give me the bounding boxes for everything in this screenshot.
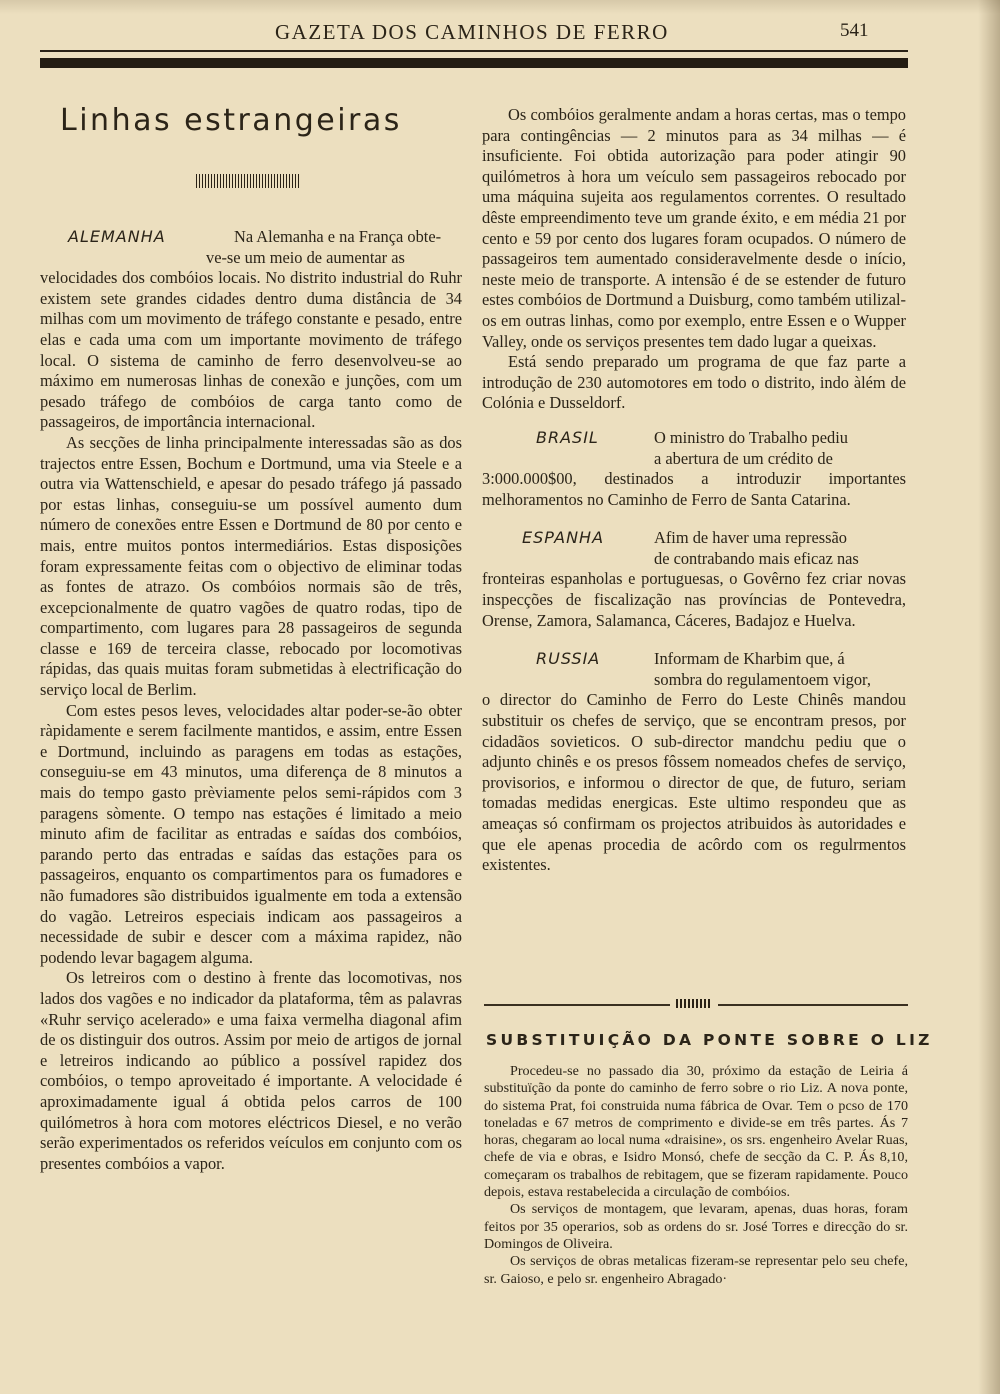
running-header-title: GAZETA DOS CAMINHOS DE FERRO <box>275 20 669 44</box>
section-keyword-russia: RUSSIA <box>536 649 601 669</box>
section-keyword-alemanha: ALEMANHA <box>68 227 166 246</box>
section-keyword-espanha: ESPANHA <box>522 528 605 548</box>
brasil-line-2: a abertura de um crédito de <box>654 448 833 468</box>
second-article-paragraph-3: Os serviços de obras metalicas fizeram-se representar pelo seu chefe, sr. Gaioso, e pelo sr. engenheiro Abragado· <box>484 1253 908 1287</box>
alemanha-paragraph-3: Com estes pesos leves, velocidades altar poder-se-ão obter ràpidamente e serem facilmente mantidos, e assim, entre Essen e Dortmund, incluindo as paragens em todas as estações, conseguiu-se em 43 minutos, uma diferença de 8 minutos a mais do tempo gasto prèviamente pelos semi-rápidos com 3 paragens sòmente. O tempo nas estações é limitado a meio minuto afim de facilitar as entradas e saídas dos combóios, parando perto das entradas e saídas das estações para os passageiros, enquanto os compartimentos para os fumadores e não fumadores são distribuidos igualmente em toda a extensão do vagão. Letreiros especiais indicam aos passageiros a necessidade de subir e descer com a máxima rapidez, não podendo levar bagagem alguma. <box>40 700 462 967</box>
alemanha-paragraph-5: Os combóios geralmente andam a horas certas, mas o tempo para contingências — 2 minutos para as 34 milhas — é insuficiente. Foi obtida autorização para poder atingir 90 quilómetros à hora um veículo sem passageiros rebocado por uma máquina sujeita aos regulamentos correntes. O resultado dêste empreendimento teve um grande éxito, e em média 21 por cento e 59 por cento dos lugares foram ocupados. O número de passageiros tem aumentado consideravelmente desde o início, neste meio de transporte. A intensão é de se estender de futuro estes combóios de Dortmund a Duisburg, como também utilizal-os em outras linhas, como por exemplo, entre Essen e o Wupper Valley, onde os serviços presentes tem dado lugar a queixas. <box>482 105 906 351</box>
header-rule-thick <box>40 58 908 68</box>
brasil-paragraph: 3:000.000$00, destinados a introduzir importantes melhoramentos no Caminho de Ferro de Santa Catarina. <box>482 469 906 509</box>
espanha-first-line <box>482 528 906 549</box>
page-shadow-right <box>978 0 1000 1394</box>
page-number: 541 <box>840 20 869 41</box>
alemanha-first-line <box>40 227 462 248</box>
brasil-first-line <box>482 428 906 449</box>
title-ornament <box>196 174 300 188</box>
alemanha-line-2: ve-se um meio de aumentar as <box>206 247 405 267</box>
espanha-paragraph: fronteiras espanholas e portuguesas, o Govêrno fez criar novas inspecções de fiscalização nas províncias de Pontevedra, Orense, Zamora, Salamanca, Cáceres, Badajoz e Huelva. <box>482 569 906 630</box>
russia-line-2: sombra do regulamentoem vigor, <box>654 669 871 689</box>
right-column <box>482 105 906 876</box>
espanha-line-2: de contrabando mais eficaz nas <box>654 548 859 568</box>
section-keyword-brasil: BRASIL <box>536 427 599 447</box>
second-article-paragraph-1: Procedeu-se no passado dia 30, próximo da estação de Leiria á substituïção da ponte do caminho de ferro sobre o rio Liz. A nova ponte, do sistema Prat, foi construida numa fábrica de Ovar. Tem o pcso de 170 toneladas e 67 metros de comprimento e divide-se em três partes. Ás 7 horas, chegaram ao local numa «draisine», os srs. engenheiro Avelar Ruas, chefe de via e obras, e Isidro Monsó, chefe de secção da C. P. Ás 8,10, começaram os trabalhos de rebitagem, que se fizeram rapidamente. Pouco depois, estava restabelecida a circulação de combóios. <box>484 1063 908 1201</box>
page-shadow-top <box>0 0 1000 14</box>
second-article-body <box>484 1063 908 1288</box>
alemanha-paragraph-1: velocidades dos combóios locais. No distrito industrial do Ruhr existem sete grandes cidades dentro duma distância de 34 milhas com um movimento de tráfego constante e pesado, entre elas e cada uma com um importante movimento de tráfego local. O sistema de caminho de ferro desenvolveu-se ao máximo em numerosas linhas de conexão e junções, com um pesado tráfego de combóios de carga tanto como de passageiros, de importância internacional. <box>40 268 462 432</box>
article-divider-right <box>718 1004 908 1006</box>
alemanha-paragraph-4: Os letreiros com o destino à frente das locomotivas, nos lados dos vagões e no indicador da plataforma, têm as palavras «Ruhr serviço acelerado» e uma faixa vermelha diagonal afim de os distinguir dos outros. Assim por meio de artigos de jornal e letreiros indicando ao público a possível rapidez dos combóios, o tempo aproveitado é importante. A velocidade é aproximadamente igual á obtida pelos carros de 100 quilómetros à hora com motores eléctricos Diesel, e no verão serão experimentados os referidos veículos em conjunto com os presentes combóios a vapor. <box>40 968 462 1173</box>
brasil-line-1: O ministro do Trabalho pediu <box>654 427 848 447</box>
second-article-title: SUBSTITUIÇÃO DA PONTE SOBRE O LIZ <box>486 1031 933 1049</box>
russia-line-1: Informam de Kharbim que, á <box>654 649 845 669</box>
alemanha-line-1: Na Alemanha e na França obte- <box>234 227 442 246</box>
second-article-paragraph-2: Os serviços de montagem, que levaram, apenas, duas horas, foram feitos por 35 operarios, sob as ordens do sr. José Torres e direcção do sr. Domingos de Oliveira. <box>484 1201 908 1252</box>
alemanha-paragraph-2: As secções de linha principalmente interessadas são as dos trajectos entre Essen, Bochum e Dortmund, uma via Steele e a outra via Wattenschield, e apesar do pesado tráfego já passado por estas linhas, conseguiu-se um possível aumento dum número de conexões entre Essen e Dortmund de 80 por cento e mais, entre muitos pontos intermediários. Estas disposições foram expressamente feitas com o objectivo de eliminar todas as fontes de atrazo. Os combóios normais são de três, excepcionalmente de quatro vagões de quatro rodas, tipo de compartimento, com lugares para 28 passageiros de segunda classe e 169 de terceira classe, rebocado por locomotivas rápidas, das quais muitas foram submetidas à electrificação do serviço local de Berlim. <box>40 432 462 700</box>
alemanha-paragraph-6: Está sendo preparado um programa de que faz parte a introdução de 230 automotores em todo o distrito, indo àlém de Colónia e Dusseldorf. <box>482 352 906 413</box>
article-divider-left <box>484 1004 670 1006</box>
left-column <box>40 227 462 1174</box>
article-divider-ornament <box>676 999 712 1008</box>
russia-first-line <box>482 649 906 670</box>
article-title: Linhas estrangeiras <box>60 103 402 138</box>
espanha-line-1: Afim de haver uma repressão <box>654 528 847 548</box>
russia-paragraph: o director do Caminho de Ferro do Leste Chinês mandou substituir os chefes de serviço, que se encontram presos, por cidadãos sovieticos. O sub-director mandchu pediu que o adjunto chinês e os presos fôssem nomeados chefes de serviço, provisorios, e informou o director de que, de futuro, seriam tomadas medidas energicas. Este ultimo respondeu que as ameaças só confirmam os projectos atribuidos às autoridades e que ele apenas procedia de acôrdo com os regulrmentos existentes. <box>482 690 906 875</box>
header-rule-thin <box>40 50 908 52</box>
